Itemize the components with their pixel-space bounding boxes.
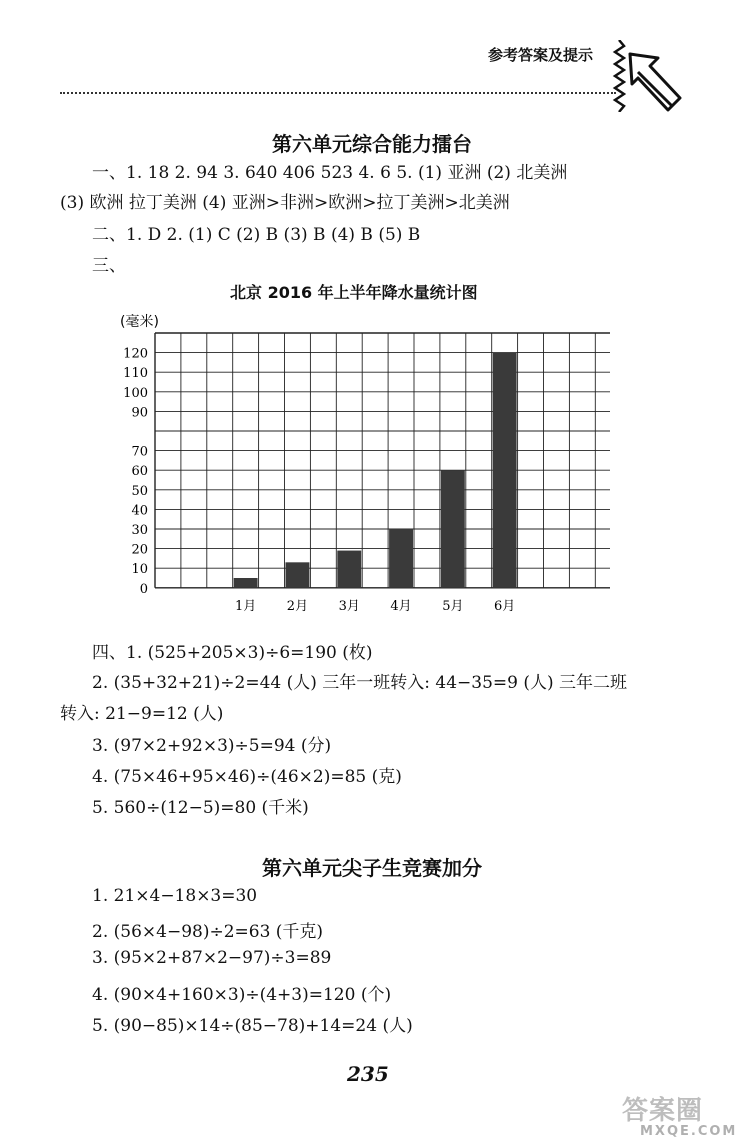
watermark-logo: 答案圈 [622,1096,704,1126]
header-dotted-rule [60,92,616,94]
answer-line: 3. (95×2+87×2−97)÷3=89 [92,948,332,968]
y-tick-label: 70 [131,444,148,460]
y-tick-label: 30 [131,523,148,538]
zigzag-decoration-icon [612,40,626,112]
watermark-url: MXQE.COM [640,1124,738,1139]
x-tick-label: 1月 [235,598,257,614]
y-tick-label: 110 [123,366,148,382]
bar [337,551,361,588]
x-tick-label: 5月 [442,598,464,614]
y-tick-label: 100 [123,385,148,401]
y-tick-label: 60 [131,464,148,480]
x-tick-label: 4月 [390,598,412,614]
answer-line: 5. (90−85)×14÷(85−78)+14=24 (人) [92,1016,413,1036]
section-title-competition: 第六单元尖子生竞赛加分 [262,856,482,880]
bar [493,353,517,588]
section-title-comprehensive: 第六单元综合能力擂台 [272,132,472,156]
answer-line: 三、 [92,256,126,276]
answer-line: 1. 21×4−18×3=30 [92,886,258,906]
answer-line: (3) 欧洲 拉丁美洲 (4) 亚洲>非洲>欧洲>拉丁美洲>北美洲 [60,193,510,213]
x-tick-label: 2月 [286,598,309,614]
answer-line: 2. (35+32+21)÷2=44 (人) 三年一班转入: 44−35=9 (人) 三年二班 [92,673,628,693]
y-axis-label: (毫米) [120,314,159,330]
y-tick-label: 10 [131,562,148,578]
arrow-up-left-icon [628,52,682,114]
page-number: 235 [347,1062,389,1086]
bar [389,529,413,588]
answer-line: 3. (97×2+92×3)÷5=94 (分) [92,736,332,756]
y-tick-label: 40 [131,503,148,519]
precipitation-bar-chart [110,310,610,620]
y-tick-label: 50 [131,483,148,499]
y-tick-label: 0 [139,581,148,597]
answer-line: 转入: 21−9=12 (人) [60,704,224,724]
answer-line: 一、1. 18 2. 94 3. 640 406 523 4. 6 5. (1) 亚洲 (2) 北美洲 [92,163,568,183]
y-tick-label: 90 [131,405,148,421]
y-tick-label: 120 [123,346,148,362]
header-title: 参考答案及提示 [488,46,594,64]
answer-line: 二、1. D 2. (1) C (2) B (3) B (4) B (5) B [92,225,421,245]
answer-line: 四、1. (525+205×3)÷6=190 (枚) [92,643,373,663]
x-tick-label: 3月 [338,598,360,614]
answer-line: 2. (56×4−98)÷2=63 (千克) [92,922,324,942]
y-tick-label: 20 [131,542,148,558]
x-tick-label: 6月 [494,598,516,614]
answer-line: 5. 560÷(12−5)=80 (千米) [92,798,309,818]
bar [441,470,465,588]
bar [286,562,310,587]
answer-line: 4. (90×4+160×3)÷(4+3)=120 (个) [92,985,392,1005]
chart-title: 北京 2016 年上半年降水量统计图 [230,283,478,302]
bar [234,578,258,588]
answer-line: 4. (75×46+95×46)÷(46×2)=85 (克) [92,767,402,787]
